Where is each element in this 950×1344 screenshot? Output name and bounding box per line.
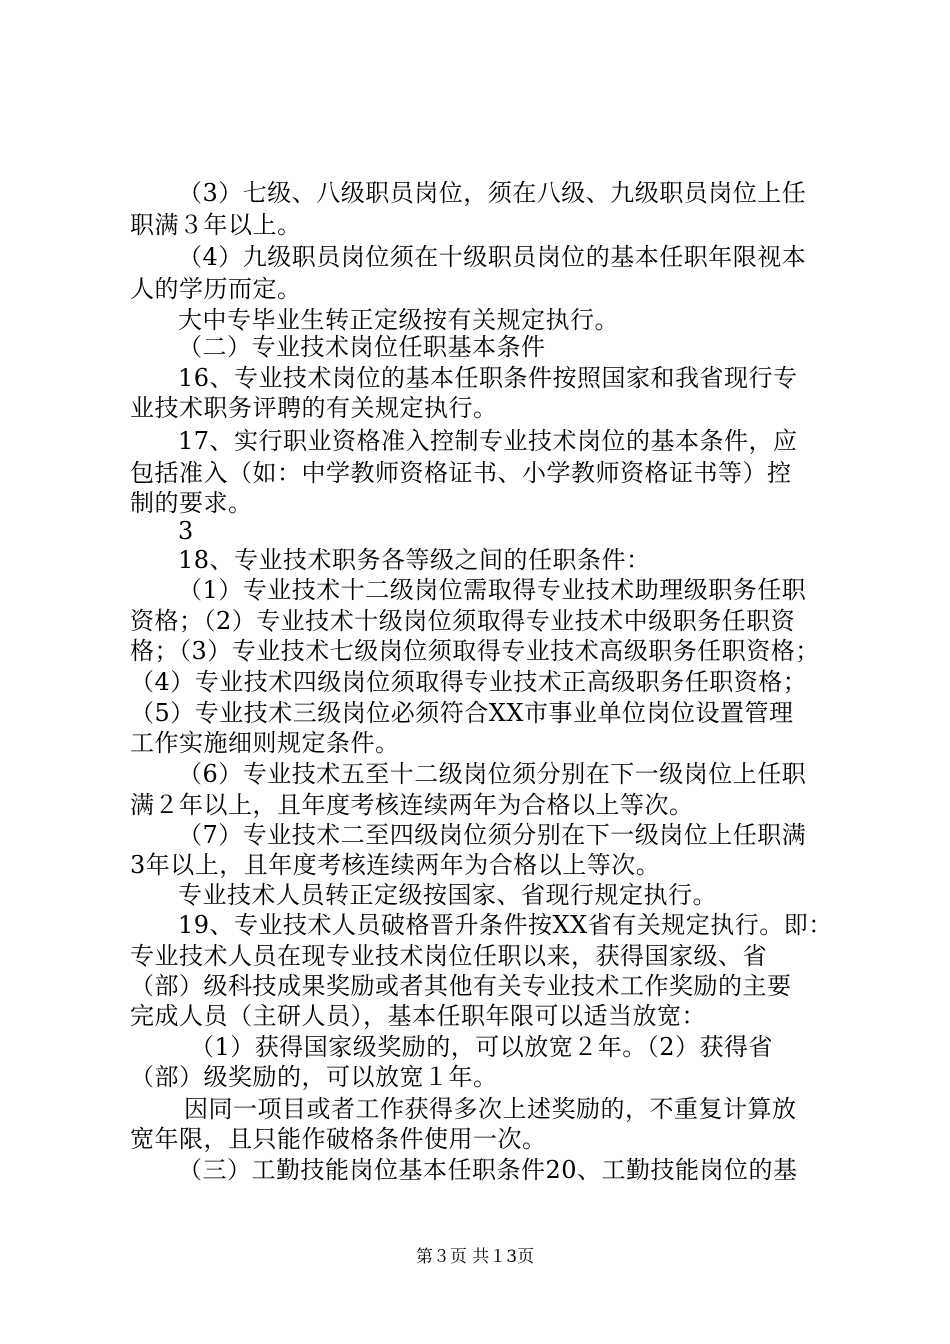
text-line: 18、专业技术职务各等级之间的任职条件：	[178, 546, 651, 574]
page-footer: 第３页 共１3页	[415, 1247, 535, 1267]
text-line: 宽年限，且只能作破格条件使用一次。	[130, 1125, 547, 1153]
text-line: （4）专业技术四级岗位须取得专业技术正高级职务任职资格；	[130, 668, 808, 696]
text-line: 大中专毕业生转正定级按有关规定执行。	[178, 306, 619, 334]
text-line: 3年以上，且年度考核连续两年为合格以上等次。	[130, 851, 661, 879]
text-line: （4）九级职员岗位须在十级职员岗位的基本任职年限视本	[178, 243, 807, 271]
text-line: （1）获得国家级奖励的，可以放宽２年。（2）获得省	[190, 1033, 774, 1061]
text-line: （1）专业技术十二级岗位需取得专业技术助理级职务任职	[178, 576, 807, 604]
text-line: 人的学历而定。	[130, 275, 302, 303]
section-heading: （二）专业技术岗位任职基本条件	[178, 333, 546, 361]
text-line: 专业技术人员转正定级按国家、省现行规定执行。	[178, 881, 717, 909]
text-line: 资格；（2）专业技术十级岗位须取得专业技术中级职务任职资	[130, 607, 796, 635]
text-line: 制的要求。	[130, 489, 253, 517]
text-line: 19、专业技术人员破格晋升条件按XX省有关规定执行。即：	[178, 911, 833, 939]
inline-page-number: 3	[178, 517, 194, 545]
text-line: （三）工勤技能岗位基本任职条件20、工勤技能岗位的基	[178, 1156, 798, 1184]
text-line: 满２年以上，且年度考核连续两年为合格以上等次。	[130, 791, 694, 819]
text-line: （7）专业技术二至四级岗位须分别在下一级岗位上任职满	[178, 821, 807, 849]
text-line: 工作实施细则规定条件。	[130, 729, 400, 757]
text-line: （3）七级、八级职员岗位，须在八级、九级职员岗位上任	[178, 179, 807, 207]
text-line: 因同一项目或者工作获得多次上述奖励的，不重复计算放	[184, 1095, 797, 1123]
text-line: 完成人员（主研人员），基本任职年限可以适当放宽：	[130, 1002, 706, 1030]
text-line: 格；（3）专业技术七级岗位须取得专业技术高级职务任职资格；	[130, 637, 820, 665]
text-line: 16、专业技术岗位的基本任职条件按照国家和我省现行专	[178, 364, 798, 392]
text-line: 业技术职务评聘的有关规定执行。	[130, 394, 498, 422]
text-line: （6）专业技术五至十二级岗位须分别在下一级岗位上任职	[178, 760, 807, 788]
text-line: 包括准入（如：中学教师资格证书、小学教师资格证书等）控	[130, 459, 792, 487]
text-line: 职满３年以上。	[130, 211, 302, 239]
text-line: （部）级科技成果奖励或者其他有关专业技术工作奖励的主要	[130, 972, 792, 1000]
text-line: （部）级奖励的，可以放宽１年。	[130, 1063, 498, 1091]
text-line: 17、实行职业资格准入控制专业技术岗位的基本条件，应	[178, 427, 798, 455]
text-line: （5）专业技术三级岗位必须符合XX市事业单位岗位设置管理	[130, 699, 794, 727]
text-line: 专业技术人员在现专业技术岗位任职以来，获得国家级、省	[130, 942, 767, 970]
